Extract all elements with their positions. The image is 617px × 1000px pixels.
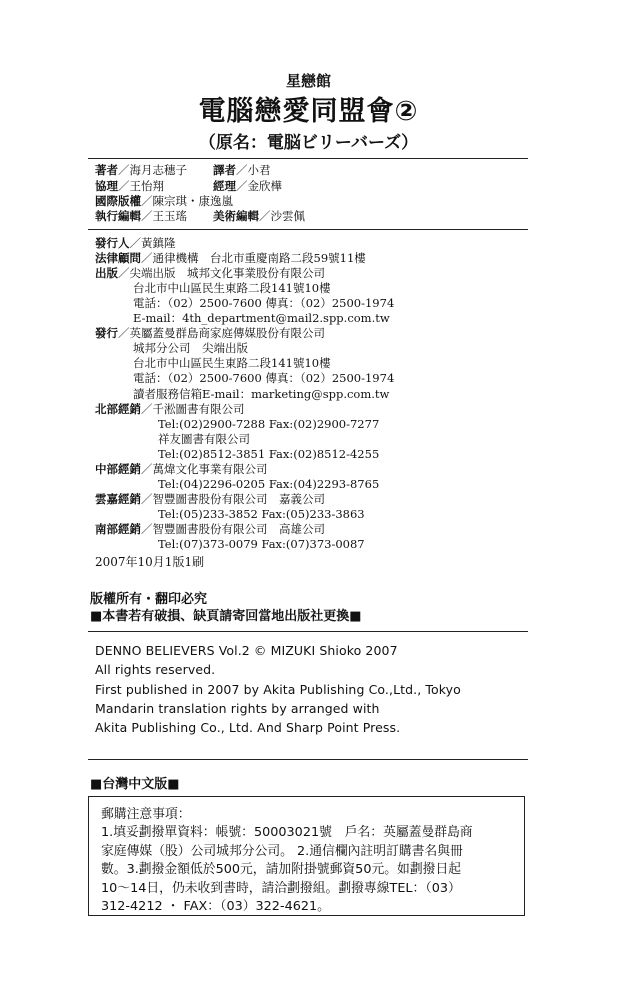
rule-staff: [88, 229, 528, 230]
imprint: 星戀館: [285, 72, 331, 90]
staff-value: ／金欣樺: [236, 179, 282, 193]
imprint-label: 中部經銷: [95, 461, 141, 476]
postal-notice-line: 10～14日，仍未收到書時，請洽劃撥組。劃撥專線TEL：（03）: [101, 880, 461, 896]
original-title: （原名：電脳ビリーバーズ）: [198, 133, 419, 153]
imprint-line: [158, 417, 379, 431]
imprint-text: Tel:(02)2900-7288 Fax:(02)2900-7277: [158, 416, 380, 431]
imprint-line: [95, 522, 325, 536]
staff-col-a: [95, 163, 213, 177]
imprint-line: [133, 371, 394, 385]
imprint-line: [95, 266, 325, 280]
rights-notice: 版權所有・翻印必究: [90, 592, 208, 607]
staff-label: 美術編輯: [213, 209, 259, 223]
imprint-text: 祥友圖書有限公司: [158, 431, 250, 446]
staff-value: ／王玉瑤: [141, 209, 187, 223]
postal-notice-line: 數。3.劃撥金額低於500元，請加附掛號郵資50元。如劃撥日起: [101, 862, 462, 877]
staff-label: 經理: [213, 179, 236, 193]
taiwan-edition-label: ■台灣中文版■: [90, 777, 180, 792]
staff-col-a: [95, 209, 213, 223]
imprint-line: [95, 462, 268, 476]
imprint-text: 城邦分公司 尖端出版: [133, 341, 248, 356]
staff-row: [95, 209, 305, 223]
imprint-label: 雲嘉經銷: [95, 491, 141, 506]
imprint-text: Tel:(07)373-0079 Fax:(07)373-0087: [158, 537, 365, 551]
imprint-label: 發行: [95, 326, 118, 341]
imprint-text: 電話：（02）2500-7600 傳真：（02）2500-1974: [133, 296, 395, 311]
rule-rights: [88, 631, 528, 632]
staff-label: 著者: [95, 163, 118, 177]
imprint-line: [133, 341, 248, 355]
imprint-label: 北部經銷: [95, 401, 141, 416]
imprint-text: Tel:(02)8512-3851 Fax:(02)8512-4255: [158, 446, 380, 461]
postal-notice-heading: 郵購注意事項：: [101, 807, 191, 822]
imprint-line: [95, 402, 245, 416]
english-line: Mandarin translation rights by arranged with: [95, 700, 380, 716]
imprint-line: [133, 296, 394, 310]
imprint-text: ／千淞圖書有限公司: [141, 401, 245, 416]
imprint-line: [158, 507, 365, 521]
imprint-label: 法律顧問: [95, 251, 141, 266]
book-title: 電腦戀愛同盟會②: [198, 96, 419, 127]
staff-row: [95, 163, 271, 177]
imprint-line: [95, 236, 176, 250]
imprint-line: [158, 477, 379, 491]
imprint-text: ／尖端出版 城邦文化事業股份有限公司: [118, 266, 325, 281]
imprint-label: 南部經銷: [95, 521, 141, 536]
imprint-line: [133, 387, 389, 401]
imprint-text: ／智豐圖書股份有限公司 高雄公司: [141, 521, 325, 536]
english-line: Akita Publishing Co., Ltd. And Sharp Point Press.: [95, 720, 401, 736]
imprint-text: 電話：（02）2500-7600 傳真：（02）2500-1974: [133, 371, 395, 386]
imprint-label: 出版: [95, 266, 118, 281]
staff-value: ／海月志穗子: [118, 163, 187, 177]
english-line: First published in 2007 by Akita Publishing Co.,Ltd., Tokyo: [95, 681, 461, 697]
imprint-text: ／黃鎮隆: [129, 236, 176, 250]
imprint-text: E-mail：4th_department@mail2.spp.com.tw: [133, 311, 390, 326]
staff-label: 譯者: [213, 163, 236, 177]
imprint-line: [95, 251, 366, 265]
edition: 2007年10月1版1刷: [95, 555, 205, 569]
imprint-label: 發行人: [95, 236, 130, 250]
imprint-text: 台北市中山區民生東路二段141號10樓: [133, 281, 331, 296]
rule-english: [88, 759, 528, 760]
imprint-text: Tel:(04)2296-0205 Fax:(04)2293-8765: [158, 476, 380, 491]
postal-notice-line: 家庭傳媒（股）公司城邦分公司。 2.通信欄內註明訂購書名與冊: [101, 843, 463, 859]
staff-row: [95, 179, 282, 193]
imprint-text: ／智豐圖書股份有限公司 嘉義公司: [141, 491, 325, 506]
imprint-line: [158, 537, 365, 551]
imprint-line: [133, 311, 390, 325]
imprint-text: ／通律機構 台北市重慶南路二段59號11樓: [141, 251, 366, 266]
staff-col-a: [95, 194, 233, 208]
imprint-line: [158, 432, 250, 446]
imprint-line: [95, 492, 325, 506]
staff-value: ／陳宗琪・康逸嵐: [141, 194, 233, 208]
imprint-line: [133, 281, 331, 295]
imprint-text: 台北市中山區民生東路二段141號10樓: [133, 356, 331, 371]
rule-top: [88, 158, 528, 159]
staff-label: 執行編輯: [95, 209, 141, 223]
damage-notice: ■本書若有破損、缺頁請寄回當地出版社更換■: [90, 609, 362, 624]
postal-notice-box: [88, 796, 525, 916]
staff-label: 協理: [95, 179, 118, 193]
imprint-text: ／萬煒文化事業有限公司: [141, 461, 268, 476]
imprint-text: ／英屬蓋曼群島商家庭傳媒股份有限公司: [118, 326, 325, 341]
imprint-text: Tel:(05)233-3852 Fax:(05)233-3863: [158, 506, 365, 521]
postal-notice-line: 1.填妥劃撥單資料：帳號：50003021號 戶名：英屬蓋曼群島商: [101, 825, 473, 840]
english-line: All rights reserved.: [95, 662, 216, 678]
imprint-text: 讀者服務信箱E-mail：marketing@spp.com.tw: [133, 386, 390, 401]
imprint-line: [133, 356, 331, 370]
staff-value: ／小君: [236, 163, 271, 177]
imprint-line: [158, 447, 379, 461]
staff-value: ／沙雲佩: [259, 209, 305, 223]
staff-value: ／王怡翔: [118, 179, 164, 193]
postal-notice-line: 312-4212 ・ FAX：（03）322-4621。: [101, 899, 330, 914]
english-line: DENNO BELIEVERS Vol.2 © MIZUKI Shioko 2007: [95, 643, 398, 658]
staff-col-a: [95, 179, 213, 193]
staff-row: [95, 194, 233, 208]
staff-label: 國際版權: [95, 194, 141, 208]
imprint-line: [95, 326, 325, 340]
